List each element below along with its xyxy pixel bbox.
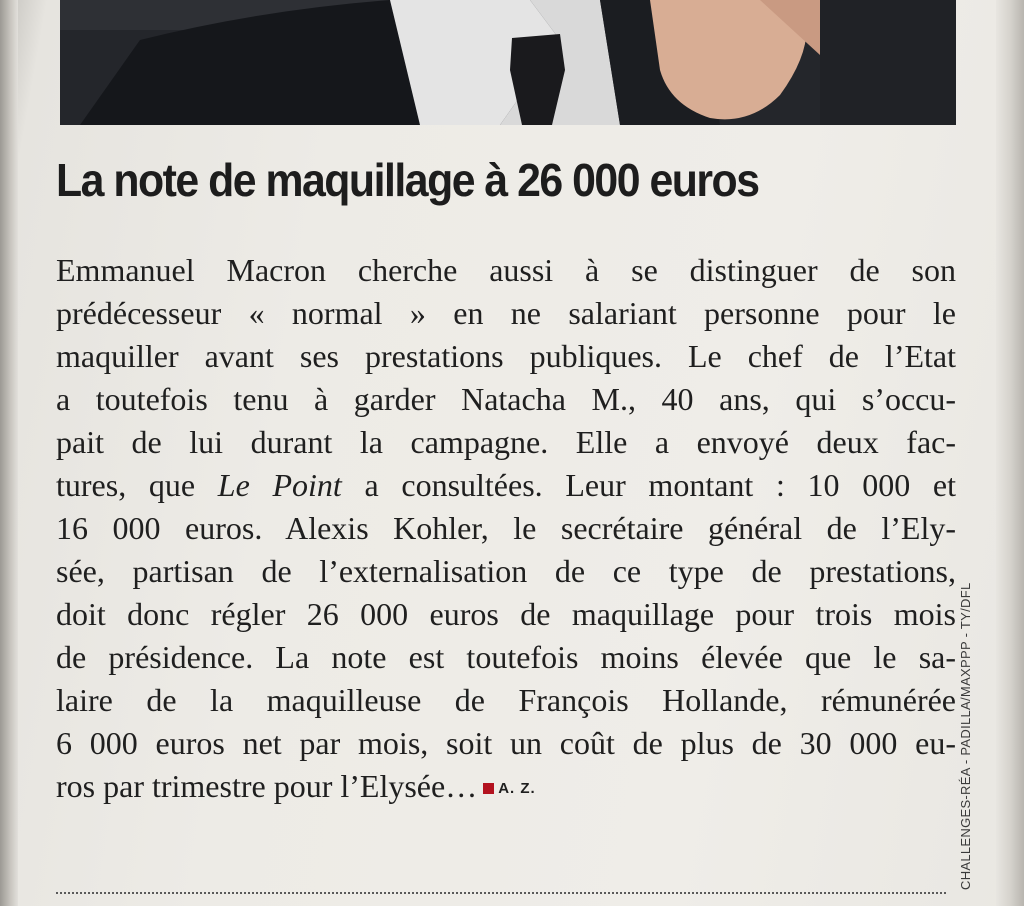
- page-fold-shadow: [0, 0, 18, 906]
- body-line-last: [56, 765, 956, 808]
- signature-square-icon: [483, 783, 494, 794]
- publication-name: Le Point: [217, 467, 342, 503]
- article-photo: [60, 0, 956, 125]
- photo-illustration: [60, 0, 956, 125]
- body-line: prédécesseur « normal » en ne salariant personne pour le: [56, 295, 956, 331]
- body-line: Emmanuel Macron cherche aussi à se distinguer de son: [56, 252, 956, 288]
- body-line: maquiller avant ses prestations publiques. Le chef de l’Etat: [56, 338, 956, 374]
- page-edge: [996, 0, 1024, 906]
- body-line: doit donc régler 26 000 euros de maquillage pour trois mois: [56, 596, 956, 632]
- body-line: sée, partisan de l’externalisation de ce type de prestations,: [56, 553, 956, 589]
- body-line: 16 000 euros. Alexis Kohler, le secrétaire général de l’Ely-: [56, 510, 956, 546]
- body-text: ros par trimestre pour l’Elysée…: [56, 768, 478, 804]
- photo-credit: CHALLENGES-RÉA - PADILLA/MAXPPP - TY/DFL: [958, 582, 973, 890]
- dotted-divider: [56, 892, 946, 894]
- body-text: tures, que: [56, 467, 218, 503]
- body-line: de présidence. La note est toutefois moins élevée que le sa-: [56, 639, 956, 675]
- body-line: 6 000 euros net par mois, soit un coût de plus de 30 000 eu-: [56, 725, 956, 761]
- article-headline: La note de maquillage à 26 000 euros: [56, 154, 759, 206]
- body-line: pait de lui durant la campagne. Elle a envoyé deux fac-: [56, 424, 956, 460]
- article-body: [56, 249, 956, 808]
- author-signature: A. Z.: [498, 780, 536, 797]
- body-line: laire de la maquilleuse de François Hollande, rémunérée: [56, 682, 956, 718]
- body-line: a toutefois tenu à garder Natacha M., 40 ans, qui s’occu-: [56, 381, 956, 417]
- body-line: [56, 464, 956, 507]
- body-text: a consultées. Leur montant : 10 000 et: [341, 467, 957, 503]
